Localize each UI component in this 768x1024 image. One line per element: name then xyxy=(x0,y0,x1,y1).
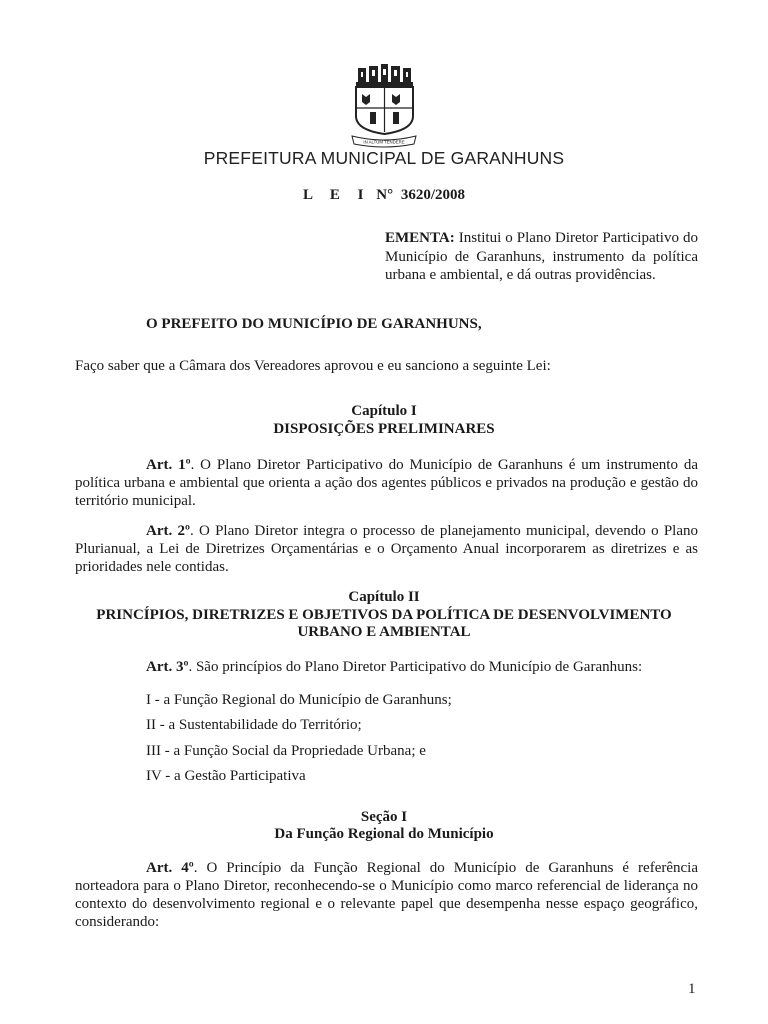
article-4 xyxy=(75,859,698,931)
ementa-label: EMENTA: xyxy=(385,230,455,246)
article-3-label: Art. 3º xyxy=(146,659,189,675)
article-2-text: . O Plano Diretor integra o processo de planejamento municipal, devendo o Plano Plurianual, a Lei de Diretrizes Orçamentárias e o Orçamento Anual incorporarem as diretrizes e as prioridades nele contidas. xyxy=(75,523,698,575)
chapter-1-label: Capítulo I xyxy=(351,403,417,419)
municipality-title: PREFEITURA MUNICIPAL DE GARANHUNS xyxy=(203,148,565,168)
article-2 xyxy=(75,522,698,576)
principle-item-2: II - a Sustentabilidade do Território; xyxy=(146,717,362,733)
crest-motto: IN ALTUM TENDERE xyxy=(363,139,405,145)
chapter-2-title-line2: URBANO E AMBIENTAL xyxy=(297,624,471,640)
article-3-text: . São princípios do Plano Diretor Participativo do Município de Garanhuns: xyxy=(188,659,643,675)
principle-item-4: IV - a Gestão Participativa xyxy=(146,768,306,784)
principle-item-1: I - a Função Regional do Município de Garanhuns; xyxy=(146,692,452,708)
article-3 xyxy=(75,658,698,676)
law-title-prefix: L E I xyxy=(302,187,369,203)
article-1-label: Art. 1º xyxy=(146,457,191,473)
article-2-label: Art. 2º xyxy=(146,523,190,539)
law-title xyxy=(0,187,768,204)
article-1-text: . O Plano Diretor Participativo do Município de Garanhuns é um instrumento da política urbana e ambiental que orienta a ação dos agentes públicos e privados na produção e gestão do território municipal. xyxy=(75,457,698,509)
chapter-1-title: DISPOSIÇÕES PRELIMINARES xyxy=(273,421,495,437)
law-number: N° 3620/2008 xyxy=(376,187,466,203)
enactment-clause: Faço saber que a Câmara dos Vereadores aprovou e eu sanciono a seguinte Lei: xyxy=(75,358,551,374)
article-4-label: Art. 4º xyxy=(146,860,194,876)
ementa-text: Institui o Plano Diretor Participativo do Município de Garanhuns, instrumento da política urbana e ambiental, e dá outras providências. xyxy=(385,230,698,283)
municipal-coat-of-arms-icon xyxy=(348,64,420,148)
section-1-title: Da Função Regional do Município xyxy=(274,826,494,842)
section-1-label: Seção I xyxy=(360,809,408,825)
article-4-text: . O Princípio da Função Regional do Município de Garanhuns é referência norteadora para o Plano Diretor, reconhecendo-se o Município como marco referencial de liderança no contexto do desenvolvimento regional e o relevante papel que desempenha nesse espaço geográfico, considerando: xyxy=(75,860,699,930)
principle-item-3: III - a Função Social da Propriedade Urbana; e xyxy=(146,743,426,759)
chapter-2-label: Capítulo II xyxy=(348,589,420,605)
article-1 xyxy=(75,456,698,510)
page-number: 1 xyxy=(688,981,696,997)
ementa-block xyxy=(385,229,698,285)
prefeito-heading: O PREFEITO DO MUNICÍPIO DE GARANHUNS, xyxy=(146,316,482,332)
chapter-2-title-line1: PRINCÍPIOS, DIRETRIZES E OBJETIVOS DA POLÍTICA DE DESENVOLVIMENTO xyxy=(96,607,672,623)
